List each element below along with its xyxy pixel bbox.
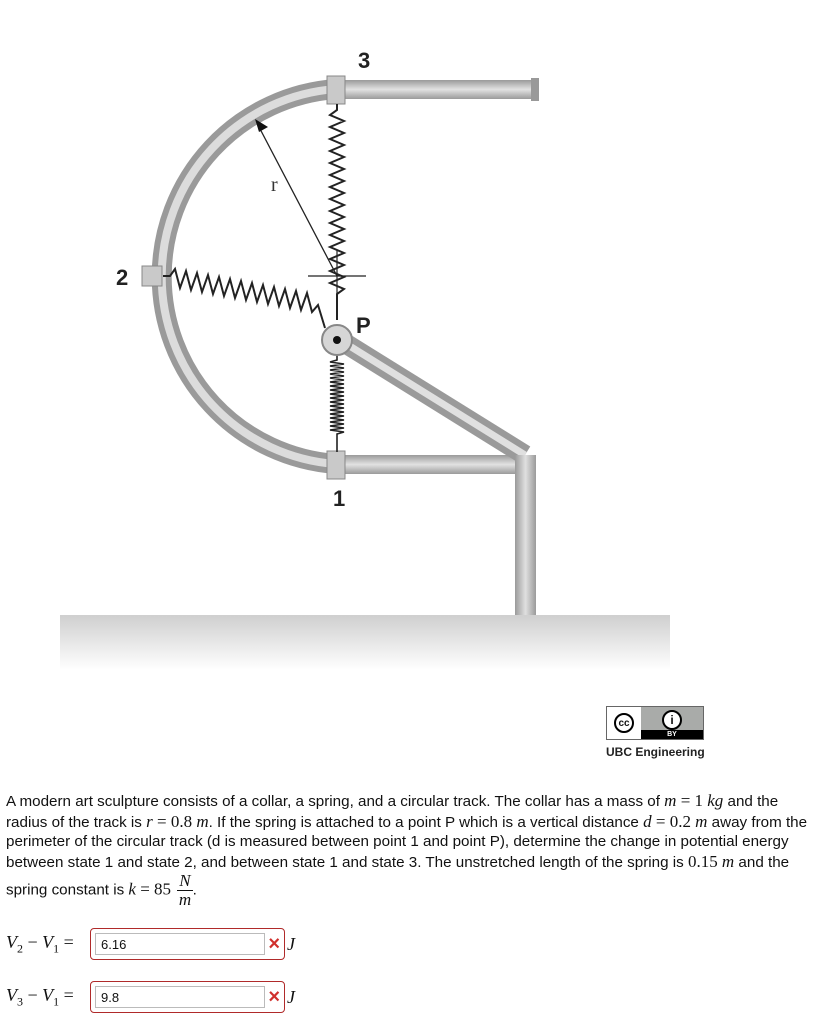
label-radius: r <box>271 174 278 196</box>
by-label: BY <box>641 730 703 739</box>
ground <box>60 615 670 670</box>
point-p-dot <box>333 336 341 344</box>
unit-joule: J <box>287 933 295 954</box>
bracket-bottom <box>327 451 345 479</box>
vertical-post <box>515 455 536 615</box>
answer-row-v3-v1 <box>6 980 295 1014</box>
incorrect-x-icon: × <box>268 933 280 955</box>
unit-joule: J <box>287 986 295 1007</box>
answer-row-v2-v1 <box>6 927 295 961</box>
spring-state-2 <box>163 269 325 328</box>
answer-input-v3-v1[interactable] <box>95 986 265 1008</box>
bracket-left <box>142 266 162 286</box>
spring-state-1 <box>330 355 344 452</box>
label-point-2: 2 <box>116 265 129 290</box>
attribution-text: UBC Engineering <box>606 745 705 759</box>
cc-by-license-badge[interactable] <box>606 706 704 740</box>
k-unit-fraction: $\frac{N}{m}$ <box>178 871 192 909</box>
answer-input-v2-v1[interactable] <box>95 933 265 955</box>
label-point-1: 1 <box>333 486 346 511</box>
top-bar <box>336 80 534 99</box>
bottom-bar <box>336 455 526 474</box>
equation-v3-v1: $V_3 - V_1$ = <box>6 984 74 1009</box>
answer-box-v2-v1 <box>90 928 285 960</box>
answer-box-v3-v1 <box>90 981 285 1013</box>
bracket-top <box>327 76 345 104</box>
equation-v2-v1: $V_2 - V_1$ = <box>6 931 74 956</box>
by-person-icon: i <box>662 710 682 730</box>
radius-arrow <box>259 127 337 276</box>
label-point-3: 3 <box>358 48 371 73</box>
label-point-p: P <box>356 313 371 338</box>
cc-icon: cc <box>614 713 634 733</box>
incorrect-x-icon: × <box>268 986 280 1008</box>
problem-statement: A modern art sculpture consists of a collar, a spring, and a circular track. The collar has a mass of m = 1 kg and the radius of the track is r = 0.8 m. If the spring is attached to a point P which is a vertical distance d = 0.2 m away from the perimeter of the circular track (d is measured between point 1 and point P), determine the change in potential energy between state 1 and state 2, and between state 1 and state 3. The unstretched length of the spring is 0.15 m and the spring constant is k = 85 $\frac{N}{m}$ . <box>6 791 808 909</box>
